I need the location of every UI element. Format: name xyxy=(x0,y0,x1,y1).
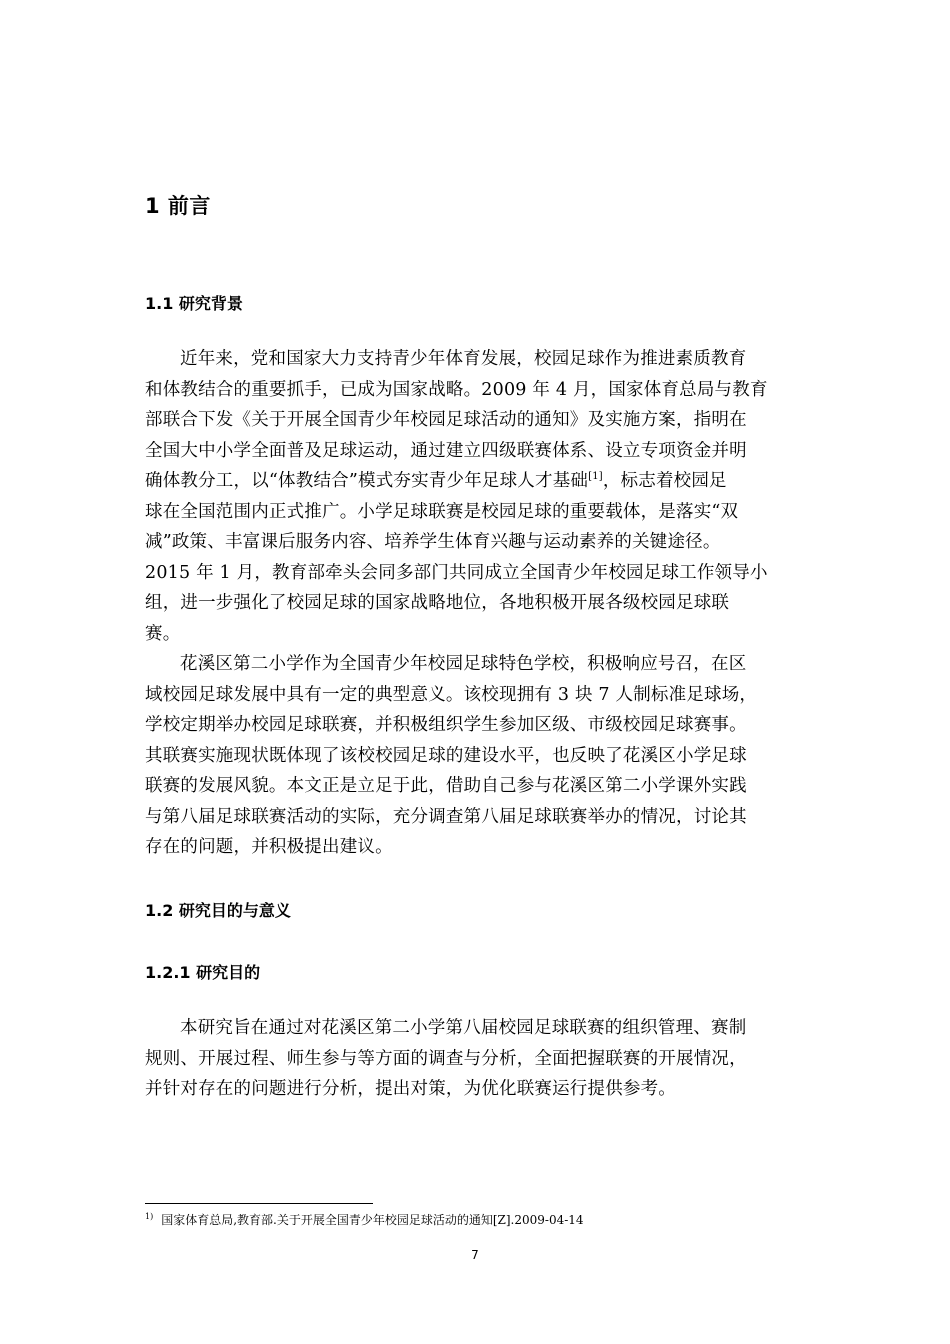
text-line: 2015 年 1 月，教育部牵头会同多部门共同成立全国青少年校园足球工作领导小 xyxy=(145,562,768,583)
paragraph-purpose xyxy=(145,1013,810,1105)
text-line: 减”政策、丰富课后服务内容、培养学生体育兴趣与运动素养的关键途径。 xyxy=(145,532,721,552)
text-line: 学校定期举办校园足球联赛，并积极组织学生参加区级、市级校园足球赛事。 xyxy=(145,715,747,735)
footnote xyxy=(145,1211,584,1228)
text-line: 部联合下发《关于开展全国青少年校园足球活动的通知》及实施方案，指明在 xyxy=(145,410,747,430)
text-line: 与第八届足球联赛活动的实际，充分调查第八届足球联赛举办的情况，讨论其 xyxy=(145,806,747,827)
text-line: 本研究旨在通过对花溪区第二小学第八届校园足球联赛的组织管理、赛制 xyxy=(180,1018,747,1038)
footnote-text: 国家体育总局,教育部.关于开展全国青少年校园足球活动的通知[Z].2009-04-14 xyxy=(161,1213,584,1227)
section-heading-1-2: 1.2 研究目的与意义 xyxy=(145,901,291,920)
text-line: 全国大中小学全面普及足球运动，通过建立四级联赛体系、设立专项资金并明 xyxy=(145,440,747,461)
text-line: 其联赛实施现状既体现了该校校园足球的建设水平，也反映了花溪区小学足球 xyxy=(145,745,747,766)
text-line: 赛。 xyxy=(145,623,181,644)
text-line: 联赛的发展风貌。本文正是立足于此，借助自己参与花溪区第二小学课外实践 xyxy=(145,776,747,796)
text-line-with-citation xyxy=(145,466,810,497)
text-line: 和体教结合的重要抓手，已成为国家战略。2009 年 4 月，国家体育总局与教育 xyxy=(145,379,768,400)
section-heading-1-1: 1.1 研究背景 xyxy=(145,294,243,313)
text-line: 花溪区第二小学作为全国青少年校园足球特色学校，积极响应号召，在区 xyxy=(180,654,747,674)
text-line: 近年来，党和国家大力支持青少年体育发展，校园足球作为推进素质教育 xyxy=(180,349,747,369)
footnote-separator xyxy=(145,1203,373,1204)
text-line: 存在的问题，并积极提出建议。 xyxy=(145,837,393,857)
text-segment: 确体教分工，以“体教结合”模式夯实青少年足球人才基础 xyxy=(145,471,589,491)
footnote-marker: 1) xyxy=(145,1212,154,1221)
chapter-heading: 1 前言 xyxy=(145,194,211,218)
paragraph-background-1 xyxy=(145,344,810,649)
text-line: 规则、开展过程、师生参与等方面的调查与分析，全面把握联赛的开展情况， xyxy=(145,1048,747,1069)
text-segment: ，标志着校园足 xyxy=(602,471,727,491)
text-line: 组，进一步强化了校园足球的国家战略地位，各地积极开展各级校园足球联 xyxy=(145,593,730,613)
text-line: 球在全国范围内正式推广。小学足球联赛是校园足球的重要载体，是落实“双 xyxy=(145,501,739,522)
text-line: 域校园足球发展中具有一定的典型意义。该校现拥有 3 块 7 人制标准足球场， xyxy=(145,684,758,705)
text-line: 并针对存在的问题进行分析，提出对策，为优化联赛运行提供参考。 xyxy=(145,1079,676,1099)
paragraph-background-2 xyxy=(145,649,810,863)
page-number: 7 xyxy=(471,1248,479,1262)
citation-marker: [1] xyxy=(588,471,603,483)
section-heading-1-2-1: 1.2.1 研究目的 xyxy=(145,963,261,982)
